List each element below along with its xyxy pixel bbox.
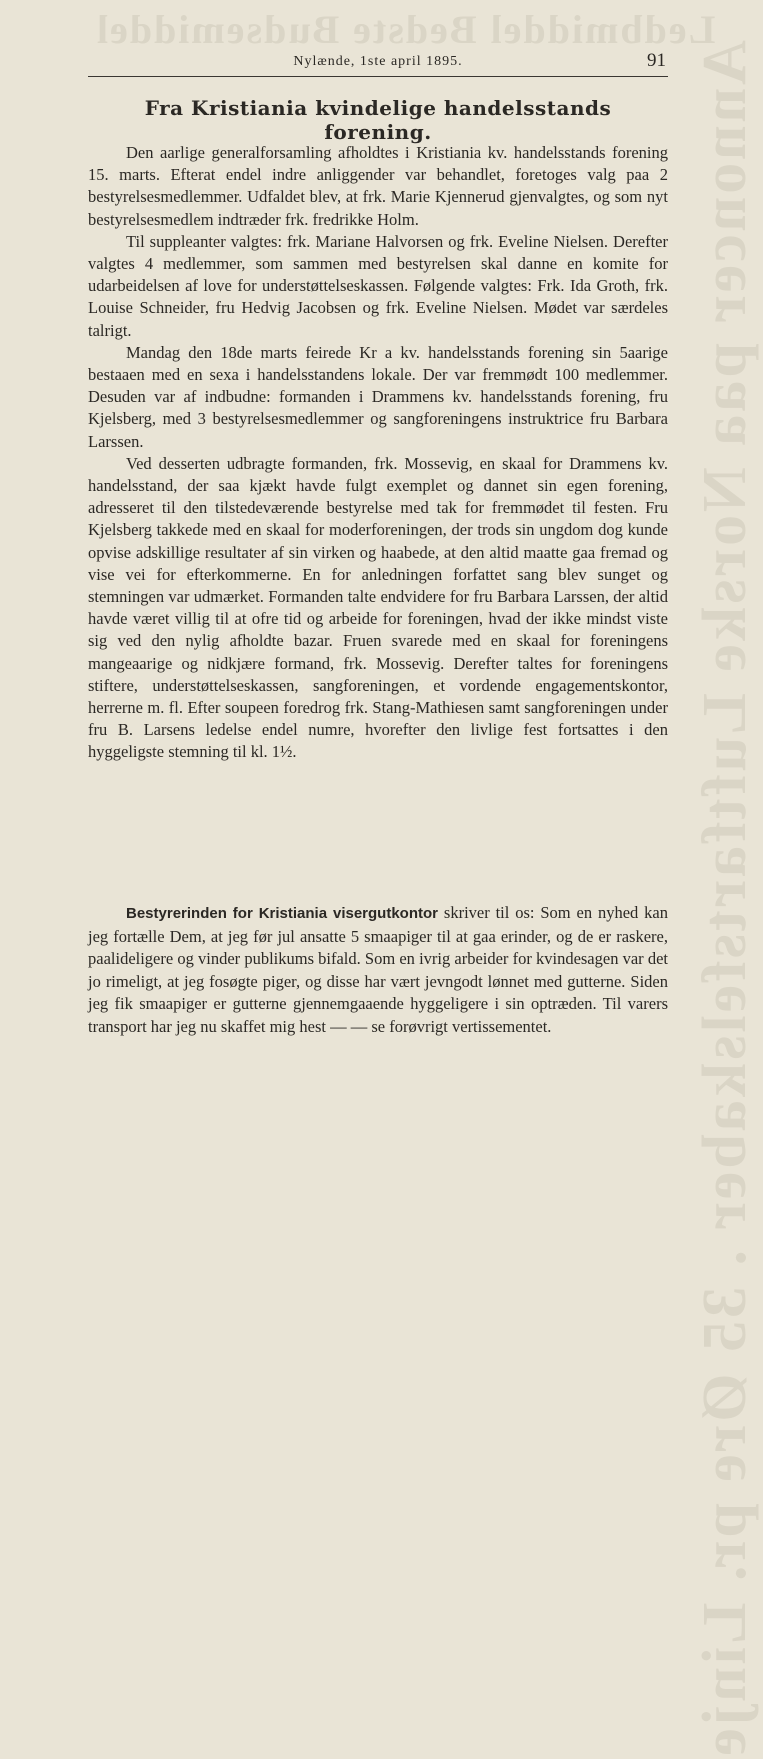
notice-lead: Bestyrerinden for Kristiania visergutkontor [126, 905, 439, 922]
bleed-through-top: Ledbmiddel Bedste Budsemiddel [95, 7, 716, 52]
article-paragraph: Den aarlige generalforsamling afholdtes i Kristiania kv. handelsstands forening 15. marts. Efterat endel indre anliggender var behandlet, foretoges valg paa 2 bestyrelsesmedlemmer. Udfaldet blev, at frk. Marie Kjennerud gjenvalgtes, og som nyt bestyrelsesmedlem indtræder frk. fredrikke Holm. [88, 143, 668, 229]
article-body [88, 142, 668, 764]
page-number: 91 [647, 50, 666, 71]
notice-paragraph [88, 902, 668, 1038]
notice-text: skriver til os: Som en nyhed kan jeg fortælle Dem, at jeg før jul ansatte 5 smaapiger til at gaa erinder, og de er raskere, paalideligere og vinder publikums bifald. Som en ivrig arbeider for kvindesagen var det jo rimeligt, at jeg fosøgte piger, og disse har vært jevngodt lønnet med gutterne. Siden jeg fik smaapiger er gutterne gjennemgaaende hyggeligere i sin optræden. Til varers transport har jeg nu skaffet mig hest — — se forøvrigt vertissementet. [88, 903, 668, 1036]
notice-body [88, 902, 668, 1038]
article-paragraph: Til suppleanter valgtes: frk. Mariane Halvorsen og frk. Eveline Nielsen. Derefter valgtes 4 medlemmer, som sammen med bestyrelsen skal danne en komite for udarbeidelsen af love for understøttelseskassen. Følgende valgtes: Frk. Ida Groth, frk. Louise Schneider, fru Hedvig Jacobsen og frk. Eveline Nielsen. Mødet var særdeles talrigt. [88, 231, 668, 340]
article-paragraph: Ved desserten udbragte formanden, frk. Mossevig, en skaal for Drammens kv. handelsstand, der saa kjækt havde fulgt exemplet og dannet sin egen forening, adresseret til den tilstedeværende bestyrelse med tak for fremmødet til festen. Fru Kjelsberg takkede med en skaal for moderforeningen, der trods sin ungdom dog kunde opvise adskillige resultater af sin virken og haabede, at den altid maatte gaa fremad og vise vei for efterkommerne. En for anledningen forfattet sang blev sunget og stemningen var udmærket. Formanden talte endvidere for fru Barbara Larssen, der altid havde været villig til at ofre tid og arbeide for foreningen, hvad der ikke mindst viste sig ved den nylig afholdte bazar. Fruen svarede med en skaal for foreningens mangeaarige og nidkjære formand, frk. Mossevig. Derefter taltes for foreningens stiftere, understøttelseskassen, sangforeningen, et vordende engagementskontor, herrerne m. fl. Efter soupeen foredrog frk. Stang-Mathiesen samt sangforeningen under fru B. Larsens ledelse endel numre, hvorefter den livlige fest fortsattes i den hyggeligste stemning til kl. 1½. [88, 453, 668, 762]
article-title: Fra Kristiania kvindelige handelsstands forening. [144, 96, 612, 144]
running-head: Nylænde, 1ste april 1895. [293, 54, 463, 69]
article-paragraph: Mandag den 18de marts feirede Kr a kv. handelsstands forening sin 5aarige bestaaen med en sexa i handelsstandens lokale. Der var fremmødt 100 medlemmer. Desuden var af indbudne: formanden i Drammens kv. handelsstands forening, fru Kjelsberg, med 3 bestyrelsesmedlemmer og sangforeningens instruktrice fru Barbara Larssen. [88, 342, 668, 451]
page-header [88, 52, 668, 77]
bleed-through-side: Annoncer paa Norske Luftfartsfelskaber . 35 Øre pr. Linje [691, 40, 759, 1759]
